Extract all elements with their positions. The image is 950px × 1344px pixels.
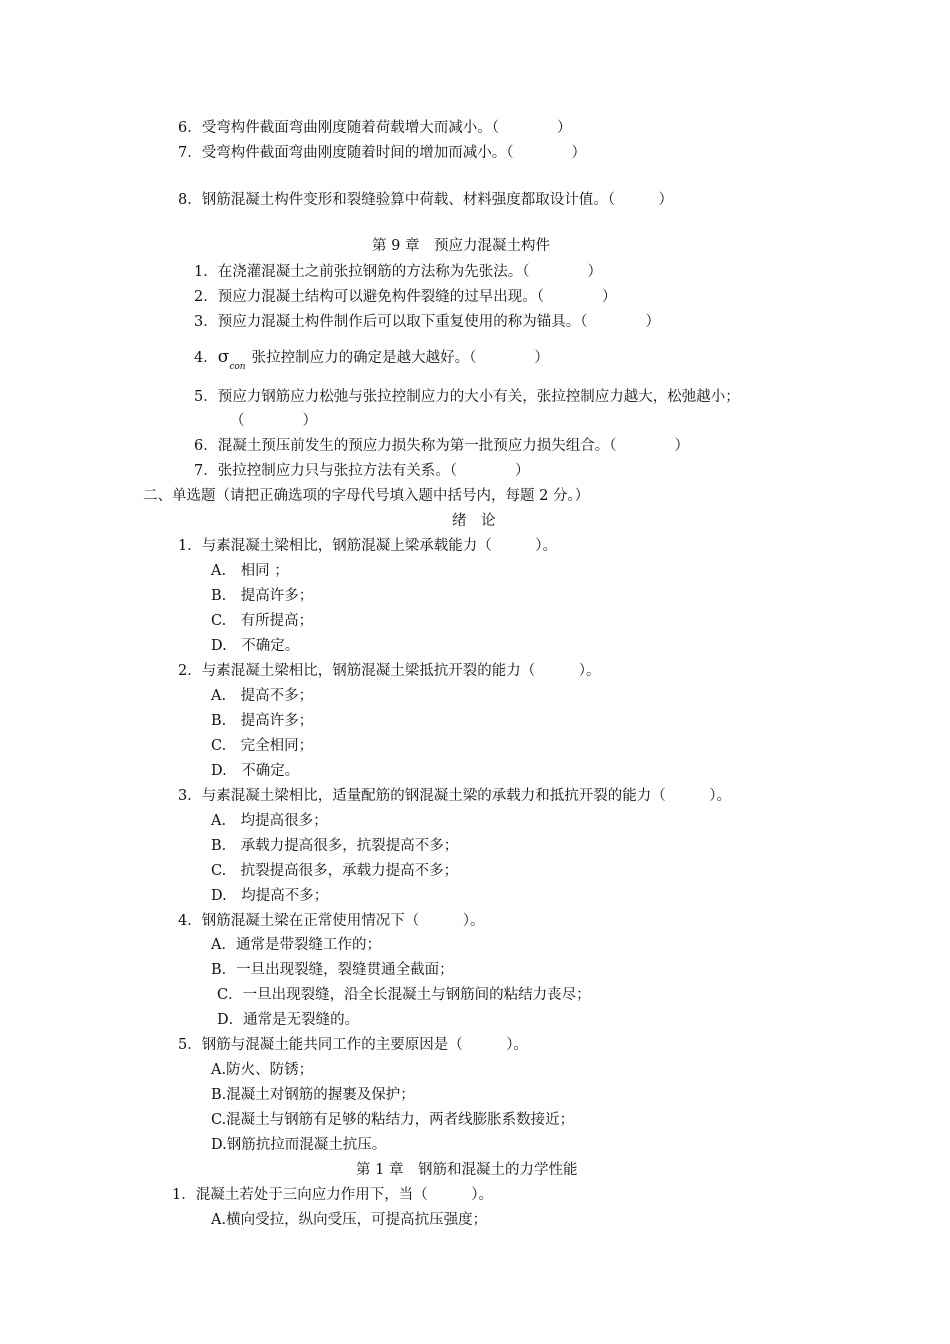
item-number: 4． (194, 350, 218, 366)
question-2-option-a: A. 提高不多； (211, 688, 314, 704)
question-2-option-c: C. 完全相同； (211, 738, 314, 754)
chapter-1-question-1-option-a: A.横向受拉，纵向受压，可提高抗压强度； (211, 1212, 488, 1228)
item-text: 张拉控制应力的确定是越大越好。（ ） (251, 350, 549, 366)
sigma-symbol: σ (217, 347, 230, 367)
chapter-1-question-1: 1．混凝土若处于三向应力作用下，当（ ）。 (172, 1187, 493, 1203)
chapter-9-item-4 (194, 347, 549, 372)
question-5-option-b: B.混凝土对钢筋的握裹及保护； (211, 1087, 415, 1103)
intro-title: 绪 论 (452, 513, 496, 529)
chapter-9-item-2: 2．预应力混凝土结构可以避免构件裂缝的过早出现。（ ） (194, 289, 617, 305)
chapter-9-item-3: 3．预应力混凝土构件制作后可以取下重复使用的称为锚具。（ ） (194, 314, 660, 330)
question-4-option-a: A．通常是带裂缝工作的； (211, 937, 381, 953)
question-1: 1．与素混凝土梁相比，钢筋混凝上梁承载能力（ ）。 (178, 538, 557, 554)
question-2-option-d: D. 不确定。 (211, 763, 300, 779)
chapter-9-item-6: 6．混凝土预压前发生的预应力损失称为第一批预应力损失组合。（ ） (194, 438, 689, 454)
chapter-9-item-1: 1．在浇灌混凝土之前张拉钢筋的方法称为先张法。（ ） (194, 264, 602, 280)
question-5: 5．钢筋与混凝土能共同工作的主要原因是（ ）。 (178, 1037, 528, 1053)
question-3-option-a: A. 均提高很多； (211, 813, 328, 829)
question-4-option-c: C．一旦出现裂缝，沿全长混凝土与钢筋间的粘结力丧尽； (217, 987, 591, 1003)
section-2-heading: 二、单选题（请把正确选项的字母代号填入题中括号内，每题 2 分。） (143, 488, 590, 504)
question-3-option-d: D. 均提高不多； (211, 888, 329, 904)
question-1-option-b: B. 提高许多； (211, 588, 314, 604)
question-5-option-c: C.混凝土与钢筋有足够的粘结力，两者线膨胀系数接近； (211, 1112, 575, 1128)
true-false-item-7: 7．受弯构件截面弯曲刚度随着时间的增加而减小。（ ） (178, 145, 586, 161)
question-2: 2．与素混凝土梁相比，钢筋混凝土梁抵抗开裂的能力（ ）。 (178, 663, 601, 679)
chapter-9-item-5: 5．预应力钢筋应力松弛与张拉控制应力的大小有关，张拉控制应力越大，松弛越小； (194, 389, 740, 405)
chapter-1-title: 第 1 章 钢筋和混凝土的力学性能 (356, 1162, 578, 1178)
question-1-option-c: C. 有所提高； (211, 613, 314, 629)
question-4-option-b: B．一旦出现裂缝，裂缝贯通全截面； (211, 962, 454, 978)
question-2-option-b: B. 提高许多； (211, 713, 314, 729)
true-false-item-8: 8．钢筋混凝土构件变形和裂缝验算中荷载、材料强度都取设计值。（ ） (178, 192, 673, 208)
true-false-item-6: 6．受弯构件截面弯曲刚度随着荷载增大而减小。（ ） (178, 120, 572, 136)
sigma-subscript: con (229, 362, 246, 372)
question-3-option-b: B. 承载力提高很多，抗裂提高不多； (211, 838, 459, 854)
question-3-option-c: C. 抗裂提高很多，承载力提高不多； (211, 863, 459, 879)
question-4: 4．钢筋混凝土梁在正常使用情况下（ ）。 (178, 913, 485, 929)
question-4-option-d: D．通常是无裂缝的。 (217, 1012, 360, 1028)
question-5-option-a: A.防火、防锈； (211, 1062, 314, 1078)
chapter-9-item-7: 7．张拉控制应力只与张拉方法有关系。（ ） (194, 463, 530, 479)
question-5-option-d: D.钢筋抗拉而混凝土抗压。 (211, 1137, 387, 1153)
chapter-9-item-5-answer: （ ） (230, 413, 317, 429)
question-3: 3．与素混凝土梁相比，适量配筋的钢混凝土梁的承载力和抵抗开裂的能力（ ）。 (178, 788, 731, 804)
question-1-option-d: D. 不确定。 (211, 638, 300, 654)
chapter-9-title: 第 9 章 预应力混凝土构件 (372, 238, 550, 254)
question-1-option-a: A. 相同 ； (211, 563, 289, 579)
